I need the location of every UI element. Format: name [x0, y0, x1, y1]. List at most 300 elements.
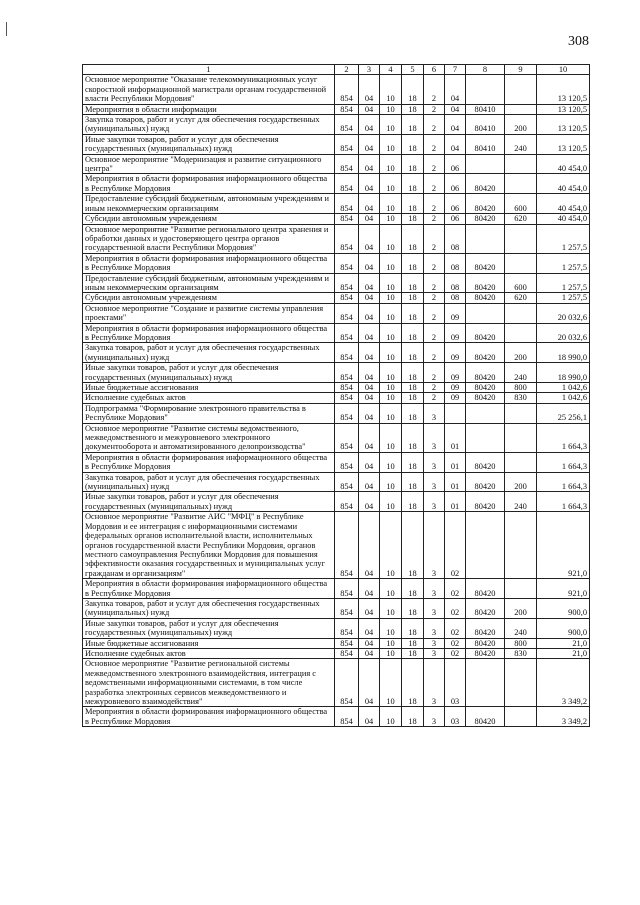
code-direction: 80410	[466, 134, 505, 154]
table-row	[83, 115, 590, 135]
code-event: 09	[445, 303, 466, 323]
code-program: 18	[402, 75, 424, 104]
code-direction: 80410	[466, 115, 505, 135]
code-subsection: 10	[380, 343, 402, 363]
code-program: 18	[402, 472, 424, 492]
row-description: Иные закупки товаров, работ и услуг для обеспечения государственных (муниципальных) нужд	[83, 618, 335, 638]
code-direction: 80420	[466, 194, 505, 214]
code-subsection: 10	[380, 492, 402, 512]
code-expense-type	[505, 253, 537, 273]
code-section: 04	[359, 115, 380, 135]
table-body	[83, 75, 590, 727]
code-direction: 80420	[466, 707, 505, 727]
code-event: 06	[445, 214, 466, 224]
code-admin: 854	[335, 154, 359, 174]
code-direction: 80420	[466, 638, 505, 648]
code-program: 18	[402, 363, 424, 383]
row-description: Субсидии автономным учреждениям	[83, 214, 335, 224]
code-admin: 854	[335, 618, 359, 638]
code-admin: 854	[335, 638, 359, 648]
code-event: 06	[445, 174, 466, 194]
code-admin: 854	[335, 512, 359, 579]
code-admin: 854	[335, 253, 359, 273]
code-program: 18	[402, 115, 424, 135]
code-program: 18	[402, 343, 424, 363]
code-expense-type: 800	[505, 638, 537, 648]
code-section: 04	[359, 134, 380, 154]
code-admin: 854	[335, 104, 359, 114]
code-program: 18	[402, 423, 424, 452]
code-event: 04	[445, 115, 466, 135]
code-subprogram: 2	[424, 393, 445, 403]
code-subprogram: 3	[424, 648, 445, 658]
code-admin: 854	[335, 363, 359, 383]
row-amount: 1 664,3	[537, 472, 590, 492]
code-admin: 854	[335, 707, 359, 727]
code-direction	[466, 75, 505, 104]
code-program: 18	[402, 383, 424, 393]
code-admin: 854	[335, 403, 359, 423]
code-direction: 80410	[466, 104, 505, 114]
code-event: 03	[445, 659, 466, 707]
code-subprogram: 2	[424, 273, 445, 293]
row-description: Мероприятия в области формирования информационного общества в Республике Мордовия	[83, 174, 335, 194]
code-subprogram: 3	[424, 598, 445, 618]
row-description: Закупка товаров, работ и услуг для обеспечения государственных (муниципальных) нужд	[83, 115, 335, 135]
table-row	[83, 423, 590, 452]
table-row	[83, 383, 590, 393]
column-header: 5	[402, 65, 424, 75]
code-program: 18	[402, 579, 424, 599]
code-section: 04	[359, 253, 380, 273]
row-amount: 921,0	[537, 579, 590, 599]
code-direction	[466, 512, 505, 579]
row-amount: 3 349,2	[537, 659, 590, 707]
code-expense-type: 200	[505, 343, 537, 363]
code-subsection: 10	[380, 214, 402, 224]
code-event: 09	[445, 383, 466, 393]
code-event: 04	[445, 104, 466, 114]
row-description: Иные закупки товаров, работ и услуг для обеспечения государственных (муниципальных) нужд	[83, 363, 335, 383]
row-description: Основное мероприятие "Оказание телекоммуникационных услуг скоростной информационной магистрали органам государственной власти Республики Мордовия"	[83, 75, 335, 104]
code-program: 18	[402, 403, 424, 423]
code-section: 04	[359, 423, 380, 452]
code-event: 04	[445, 134, 466, 154]
row-description: Мероприятия в области формирования информационного общества в Республике Мордовия	[83, 253, 335, 273]
code-program: 18	[402, 618, 424, 638]
code-subsection: 10	[380, 423, 402, 452]
code-subprogram: 3	[424, 452, 445, 472]
code-event: 09	[445, 363, 466, 383]
code-event: 01	[445, 452, 466, 472]
code-expense-type: 240	[505, 363, 537, 383]
code-program: 18	[402, 492, 424, 512]
code-subprogram: 2	[424, 75, 445, 104]
row-amount: 1 042,6	[537, 383, 590, 393]
code-subsection: 10	[380, 194, 402, 214]
code-direction: 80420	[466, 323, 505, 343]
code-program: 18	[402, 393, 424, 403]
code-event: 06	[445, 154, 466, 174]
code-subprogram: 3	[424, 579, 445, 599]
code-expense-type: 200	[505, 115, 537, 135]
code-program: 18	[402, 174, 424, 194]
code-program: 18	[402, 194, 424, 214]
row-amount: 13 120,5	[537, 75, 590, 104]
code-event: 04	[445, 75, 466, 104]
row-description: Мероприятия в области формирования информационного общества в Республике Мордовия	[83, 452, 335, 472]
code-subsection: 10	[380, 618, 402, 638]
table-row	[83, 154, 590, 174]
code-admin: 854	[335, 472, 359, 492]
row-amount: 900,0	[537, 618, 590, 638]
table-row	[83, 598, 590, 618]
code-section: 04	[359, 638, 380, 648]
code-subsection: 10	[380, 512, 402, 579]
table-row	[83, 618, 590, 638]
table-row	[83, 194, 590, 214]
code-direction: 80420	[466, 363, 505, 383]
code-section: 04	[359, 707, 380, 727]
table-row	[83, 273, 590, 293]
code-section: 04	[359, 648, 380, 658]
row-amount: 1 042,6	[537, 393, 590, 403]
budget-table	[82, 64, 590, 727]
code-expense-type	[505, 403, 537, 423]
column-header: 8	[466, 65, 505, 75]
code-event: 01	[445, 472, 466, 492]
code-direction: 80420	[466, 492, 505, 512]
code-program: 18	[402, 659, 424, 707]
row-amount: 40 454,0	[537, 194, 590, 214]
code-event: 02	[445, 598, 466, 618]
code-subsection: 10	[380, 472, 402, 492]
code-section: 04	[359, 579, 380, 599]
code-event: 09	[445, 343, 466, 363]
code-subprogram: 3	[424, 638, 445, 648]
row-amount: 40 454,0	[537, 154, 590, 174]
code-admin: 854	[335, 214, 359, 224]
row-amount: 1 664,3	[537, 423, 590, 452]
code-section: 04	[359, 154, 380, 174]
code-section: 04	[359, 214, 380, 224]
code-direction: 80420	[466, 452, 505, 472]
code-section: 04	[359, 303, 380, 323]
code-subsection: 10	[380, 579, 402, 599]
row-amount: 1 664,3	[537, 492, 590, 512]
row-description: Исполнение судебных актов	[83, 648, 335, 658]
code-expense-type	[505, 104, 537, 114]
code-subsection: 10	[380, 323, 402, 343]
code-section: 04	[359, 492, 380, 512]
code-expense-type: 620	[505, 293, 537, 303]
code-subprogram: 2	[424, 303, 445, 323]
table-row	[83, 214, 590, 224]
code-admin: 854	[335, 492, 359, 512]
code-section: 04	[359, 323, 380, 343]
table-row	[83, 323, 590, 343]
row-description: Мероприятия в области информации	[83, 104, 335, 114]
code-direction: 80420	[466, 273, 505, 293]
code-event: 02	[445, 648, 466, 658]
code-admin: 854	[335, 115, 359, 135]
row-amount: 21,0	[537, 638, 590, 648]
column-header: 7	[445, 65, 466, 75]
column-header: 10	[537, 65, 590, 75]
code-direction: 80420	[466, 579, 505, 599]
code-section: 04	[359, 618, 380, 638]
row-amount: 25 256,1	[537, 403, 590, 423]
code-section: 04	[359, 452, 380, 472]
page-number: 308	[568, 34, 589, 49]
code-event: 08	[445, 293, 466, 303]
code-program: 18	[402, 598, 424, 618]
code-expense-type	[505, 224, 537, 253]
code-section: 04	[359, 472, 380, 492]
table-row	[83, 134, 590, 154]
code-program: 18	[402, 134, 424, 154]
code-subprogram: 2	[424, 253, 445, 273]
code-program: 18	[402, 104, 424, 114]
code-event: 08	[445, 253, 466, 273]
code-subprogram: 2	[424, 104, 445, 114]
code-admin: 854	[335, 598, 359, 618]
code-section: 04	[359, 293, 380, 303]
code-direction: 80420	[466, 253, 505, 273]
code-admin: 854	[335, 273, 359, 293]
code-expense-type: 600	[505, 273, 537, 293]
code-event: 01	[445, 492, 466, 512]
row-description: Исполнение судебных актов	[83, 393, 335, 403]
table-row	[83, 343, 590, 363]
code-expense-type	[505, 323, 537, 343]
code-expense-type	[505, 707, 537, 727]
code-program: 18	[402, 224, 424, 253]
code-subsection: 10	[380, 174, 402, 194]
row-description: Предоставление субсидий бюджетным, автономным учреждениям и иным некоммерческим организациям	[83, 273, 335, 293]
code-event: 09	[445, 393, 466, 403]
code-subsection: 10	[380, 104, 402, 114]
row-amount: 13 120,5	[537, 115, 590, 135]
code-expense-type: 240	[505, 134, 537, 154]
code-expense-type: 240	[505, 618, 537, 638]
code-subprogram: 3	[424, 492, 445, 512]
column-header: 1	[83, 65, 335, 75]
code-event: 02	[445, 579, 466, 599]
row-description: Основное мероприятие "Развитие системы ведомственного, межведомственного и межуровневого электронного документооборота и автоматизированного делопроизводства"	[83, 423, 335, 452]
code-subsection: 10	[380, 303, 402, 323]
code-section: 04	[359, 403, 380, 423]
row-description: Мероприятия в области формирования информационного общества в Республике Мордовия	[83, 323, 335, 343]
row-amount: 1 664,3	[537, 452, 590, 472]
code-direction: 80420	[466, 343, 505, 363]
code-expense-type	[505, 174, 537, 194]
code-admin: 854	[335, 293, 359, 303]
code-direction	[466, 659, 505, 707]
code-admin: 854	[335, 134, 359, 154]
margin-mark	[6, 22, 7, 36]
table-row	[83, 512, 590, 579]
code-subsection: 10	[380, 75, 402, 104]
code-direction: 80420	[466, 598, 505, 618]
code-expense-type: 620	[505, 214, 537, 224]
column-header: 4	[380, 65, 402, 75]
code-program: 18	[402, 323, 424, 343]
code-direction	[466, 154, 505, 174]
code-section: 04	[359, 194, 380, 214]
code-expense-type	[505, 154, 537, 174]
table-row	[83, 293, 590, 303]
code-program: 18	[402, 638, 424, 648]
code-section: 04	[359, 598, 380, 618]
code-subsection: 10	[380, 452, 402, 472]
code-event: 08	[445, 273, 466, 293]
row-description: Основное мероприятие "Создание и развитие системы управления проектами"	[83, 303, 335, 323]
row-amount: 18 990,0	[537, 343, 590, 363]
code-program: 18	[402, 303, 424, 323]
code-program: 18	[402, 214, 424, 224]
table-row	[83, 452, 590, 472]
code-expense-type: 200	[505, 472, 537, 492]
code-section: 04	[359, 659, 380, 707]
code-direction: 80420	[466, 383, 505, 393]
table-row	[83, 393, 590, 403]
row-amount: 1 257,5	[537, 273, 590, 293]
code-subsection: 10	[380, 273, 402, 293]
row-description: Иные закупки товаров, работ и услуг для обеспечения государственных (муниципальных) нужд	[83, 134, 335, 154]
code-subprogram: 3	[424, 403, 445, 423]
code-section: 04	[359, 75, 380, 104]
row-amount: 21,0	[537, 648, 590, 658]
code-subsection: 10	[380, 363, 402, 383]
code-event: 02	[445, 512, 466, 579]
code-section: 04	[359, 174, 380, 194]
code-admin: 854	[335, 323, 359, 343]
code-subsection: 10	[380, 598, 402, 618]
row-description: Основное мероприятие "Развитие региональной системы межведомственного электронного взаимодействия, интеграция с ведомственными информационными системами, в том числе разработка электронных сервисов межведомственного и межуровневого взаимодействия"	[83, 659, 335, 707]
table-row	[83, 253, 590, 273]
row-description: Основное мероприятие "Модернизация и развитие ситуационного центра"	[83, 154, 335, 174]
code-section: 04	[359, 224, 380, 253]
column-header: 9	[505, 65, 537, 75]
row-description: Иные бюджетные ассигнования	[83, 638, 335, 648]
code-subprogram: 3	[424, 659, 445, 707]
code-subprogram: 2	[424, 174, 445, 194]
code-direction	[466, 423, 505, 452]
table-row	[83, 648, 590, 658]
code-subprogram: 2	[424, 343, 445, 363]
row-description: Закупка товаров, работ и услуг для обеспечения государственных (муниципальных) нужд	[83, 343, 335, 363]
code-expense-type: 800	[505, 383, 537, 393]
code-event: 06	[445, 194, 466, 214]
code-admin: 854	[335, 343, 359, 363]
code-subprogram: 3	[424, 707, 445, 727]
code-program: 18	[402, 154, 424, 174]
row-amount: 1 257,5	[537, 224, 590, 253]
code-direction: 80420	[466, 618, 505, 638]
code-admin: 854	[335, 383, 359, 393]
code-expense-type: 830	[505, 393, 537, 403]
row-amount: 13 120,5	[537, 134, 590, 154]
code-expense-type	[505, 659, 537, 707]
code-program: 18	[402, 648, 424, 658]
code-subprogram: 3	[424, 618, 445, 638]
code-admin: 854	[335, 423, 359, 452]
code-program: 18	[402, 273, 424, 293]
code-subprogram: 2	[424, 134, 445, 154]
row-amount: 13 120,5	[537, 104, 590, 114]
row-amount: 40 454,0	[537, 214, 590, 224]
code-subprogram: 3	[424, 423, 445, 452]
table-row	[83, 638, 590, 648]
code-subprogram: 2	[424, 194, 445, 214]
code-expense-type	[505, 423, 537, 452]
code-program: 18	[402, 452, 424, 472]
code-section: 04	[359, 512, 380, 579]
row-amount: 921,0	[537, 512, 590, 579]
code-event: 02	[445, 618, 466, 638]
row-description: Мероприятия в области формирования информационного общества в Республике Мордовия	[83, 579, 335, 599]
row-amount: 18 990,0	[537, 363, 590, 383]
code-direction: 80420	[466, 214, 505, 224]
code-event: 02	[445, 638, 466, 648]
code-subprogram: 2	[424, 383, 445, 393]
table-row	[83, 707, 590, 727]
code-subprogram: 3	[424, 472, 445, 492]
code-program: 18	[402, 512, 424, 579]
code-subsection: 10	[380, 393, 402, 403]
row-description: Основное мероприятие "Развитие АИС "МФЦ" в Республике Мордовия и ее интеграция с информационными системами федеральных органов исполнительной власти, исполнительных органов государственной власти Республики Мордовия, органов местного самоуправления Республики Мордовия для повышения эффективности оказания государственных и муниципальных услуг гражданам и организациям"	[83, 512, 335, 579]
row-description: Подпрограмма "Формирование электронного правительства в Республике Мордовия"	[83, 403, 335, 423]
code-admin: 854	[335, 393, 359, 403]
code-program: 18	[402, 253, 424, 273]
code-subprogram: 2	[424, 154, 445, 174]
row-amount: 1 257,5	[537, 293, 590, 303]
code-direction	[466, 303, 505, 323]
table-row	[83, 659, 590, 707]
code-program: 18	[402, 293, 424, 303]
column-header: 3	[359, 65, 380, 75]
row-amount: 20 032,6	[537, 323, 590, 343]
row-amount: 1 257,5	[537, 253, 590, 273]
code-subprogram: 3	[424, 512, 445, 579]
code-expense-type	[505, 75, 537, 104]
code-expense-type: 240	[505, 492, 537, 512]
code-event	[445, 403, 466, 423]
row-amount: 900,0	[537, 598, 590, 618]
code-section: 04	[359, 393, 380, 403]
header-row	[83, 65, 590, 75]
code-expense-type	[505, 452, 537, 472]
code-section: 04	[359, 343, 380, 363]
code-expense-type: 600	[505, 194, 537, 214]
code-subsection: 10	[380, 659, 402, 707]
code-subsection: 10	[380, 293, 402, 303]
code-subprogram: 2	[424, 224, 445, 253]
code-subsection: 10	[380, 638, 402, 648]
code-admin: 854	[335, 452, 359, 472]
code-subsection: 10	[380, 648, 402, 658]
row-description: Иные закупки товаров, работ и услуг для обеспечения государственных (муниципальных) нужд	[83, 492, 335, 512]
code-expense-type: 200	[505, 598, 537, 618]
code-subsection: 10	[380, 383, 402, 393]
code-admin: 854	[335, 579, 359, 599]
code-event: 09	[445, 323, 466, 343]
code-program: 18	[402, 707, 424, 727]
row-amount: 40 454,0	[537, 174, 590, 194]
code-direction: 80420	[466, 472, 505, 492]
code-subprogram: 2	[424, 323, 445, 343]
